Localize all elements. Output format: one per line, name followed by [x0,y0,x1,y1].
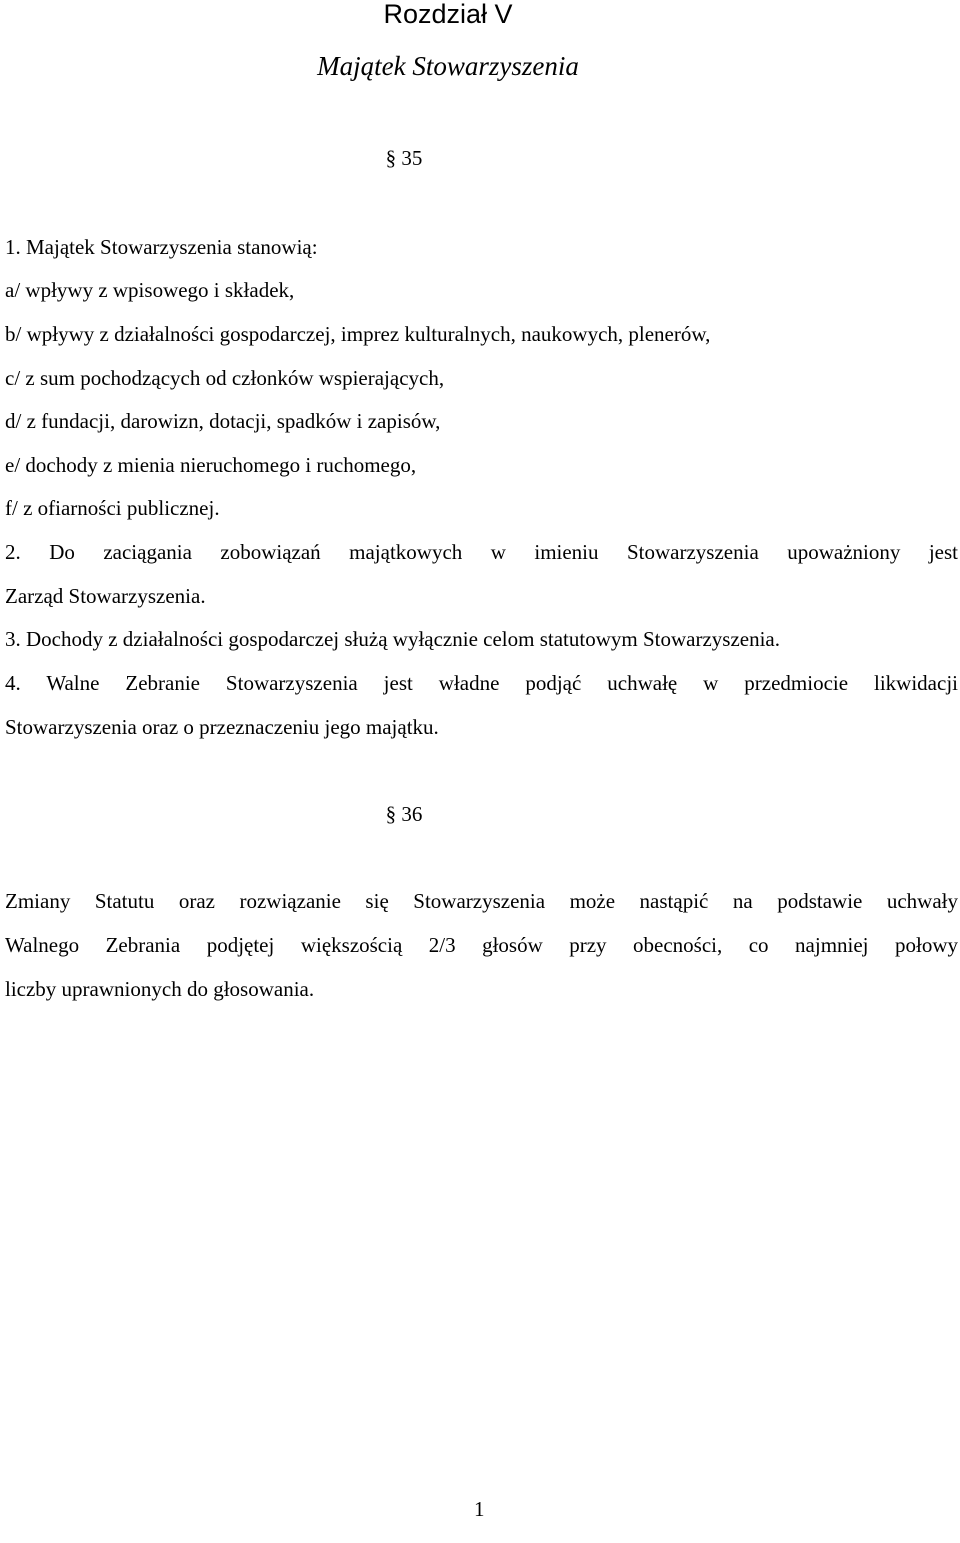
section-35-line-3: b/ wpływy z działalności gospodarczej, imprez kulturalnych, naukowych, plenerów, [5,322,711,346]
section-35-line-11: 4. Walne Zebranie Stowarzyszenia jest władne podjąć uchwałę w przedmiocie likwidacji [5,671,958,695]
section-35-line-7: f/ z ofiarności publicznej. [5,496,220,520]
section-36-line-2: Walnego Zebrania podjętej większością 2/3 głosów przy obecności, co najmniej połowy [5,933,958,957]
section-35-line-12: Stowarzyszenia oraz o przeznaczeniu jego majątku. [5,715,439,739]
page-number: 1 [474,1497,485,1521]
section-35-heading: § 35 [385,146,423,170]
chapter-subtitle: Majątek Stowarzyszenia [317,51,579,81]
section-36-line-1: Zmiany Statutu oraz rozwiązanie się Stowarzyszenia może nastąpić na podstawie uchwały [5,889,958,913]
section-35-line-10: 3. Dochody z działalności gospodarczej służą wyłącznie celom statutowym Stowarzyszenia. [5,627,780,651]
section-36-heading: § 36 [385,802,423,826]
section-35-line-4: c/ z sum pochodzących od członków wspierających, [5,366,445,390]
section-35-line-9: Zarząd Stowarzyszenia. [5,584,206,608]
section-35-line-6: e/ dochody z mienia nieruchomego i ruchomego, [5,453,417,477]
section-35-line-2: a/ wpływy z wpisowego i składek, [5,278,295,302]
chapter-title: Rozdział V [383,0,513,29]
section-35-line-1: 1. Majątek Stowarzyszenia stanowią: [5,235,318,259]
section-36-line-3: liczby uprawnionych do głosowania. [5,977,315,1001]
section-35-line-5: d/ z fundacji, darowizn, dotacji, spadków i zapisów, [5,409,441,433]
section-35-line-8: 2. Do zaciągania zobowiązań majątkowych w imieniu Stowarzyszenia upoważniony jest [5,540,958,564]
